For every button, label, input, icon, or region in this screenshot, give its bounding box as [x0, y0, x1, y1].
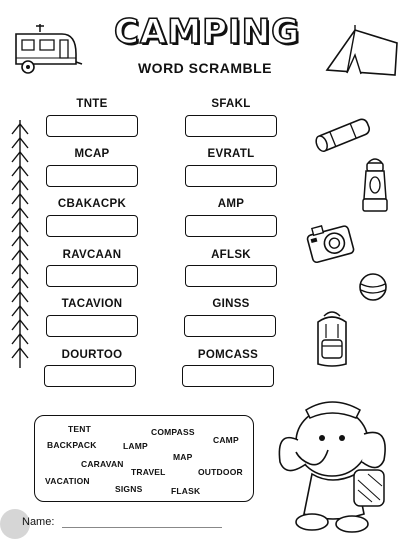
word-bank-item: SIGNS — [115, 484, 143, 494]
tent-icon — [325, 25, 400, 80]
scrambled-word: GINSS — [212, 298, 250, 310]
word-bank-item: TRAVEL — [131, 467, 166, 477]
scrambled-word: AMP — [217, 198, 245, 210]
sleeping-mat-icon — [312, 115, 374, 155]
scrambled-word: RAVCAAN — [62, 249, 122, 261]
answer-box[interactable] — [185, 265, 277, 287]
worksheet-title: CAMPING — [113, 12, 301, 52]
answer-box[interactable] — [46, 165, 138, 187]
scrambled-word: EVRATL — [207, 148, 255, 160]
word-bank-item: BACKPACK — [47, 440, 97, 450]
word-bank-item: CARAVAN — [81, 459, 124, 469]
backpack-icon — [312, 310, 352, 370]
answer-box[interactable] — [46, 265, 138, 287]
arrow-border-icon — [10, 120, 30, 370]
lantern-icon — [358, 155, 392, 217]
answer-box[interactable] — [185, 215, 277, 237]
answer-box[interactable] — [46, 215, 138, 237]
word-bank-item: VACATION — [45, 476, 90, 486]
name-field[interactable] — [62, 527, 222, 528]
answer-box[interactable] — [46, 115, 138, 137]
word-bank-item: FLASK — [171, 486, 201, 496]
worksheet-subtitle: WORD SCRAMBLE — [137, 60, 273, 76]
word-bank-item: MAP — [173, 452, 193, 462]
scrambled-word: DOURTOO — [61, 349, 123, 361]
answer-box[interactable] — [184, 315, 276, 337]
caravan-icon — [10, 20, 80, 80]
word-bank-item: TENT — [68, 424, 91, 434]
elephant-hiker-icon — [272, 390, 392, 535]
scrambled-word: TNTE — [76, 98, 108, 110]
scrambled-word: MCAP — [74, 148, 110, 160]
word-bank-item: OUTDOOR — [198, 467, 243, 477]
word-bank-item: CAMP — [213, 435, 239, 445]
scrambled-word: SFAKL — [211, 98, 251, 110]
answer-box[interactable] — [44, 365, 136, 387]
word-bank-item: LAMP — [123, 441, 148, 451]
scrambled-word: POMCASS — [197, 349, 259, 361]
camera-icon — [306, 218, 356, 266]
scrambled-word: AFLSK — [211, 249, 251, 261]
name-label: Name: — [22, 516, 55, 528]
answer-box[interactable] — [182, 365, 274, 387]
answer-box[interactable] — [185, 165, 277, 187]
word-bank-item: COMPASS — [151, 427, 195, 437]
scrambled-word: TACAVION — [61, 298, 123, 310]
scrambled-word: CBAKACPK — [57, 198, 127, 210]
answer-box[interactable] — [46, 315, 138, 337]
answer-box[interactable] — [185, 115, 277, 137]
word-bank — [34, 415, 254, 502]
ball-icon — [358, 272, 388, 302]
